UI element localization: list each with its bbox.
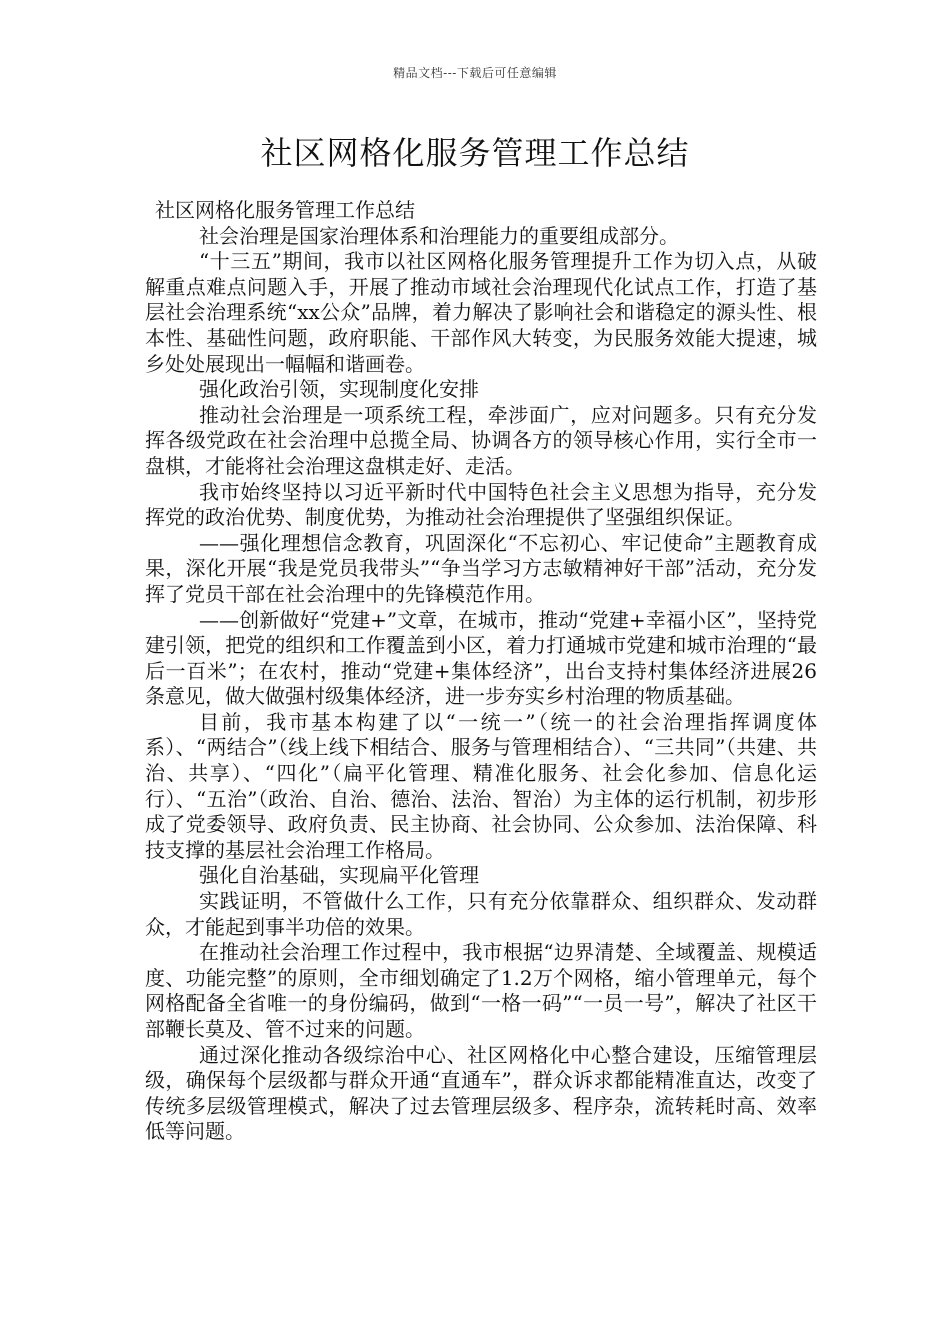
paragraph: 通过深化推动各级综治中心、社区网格化中心整合建设，压缩管理层级，确保每个层级都与群众开通“直通车”，群众诉求都能精准直达，改变了传统多层级管理模式，解决了过去管理层级多、程序杂，流转耗时高、效率低等问题。 bbox=[145, 1042, 817, 1144]
section-heading-autonomy: 强化自治基础，实现扁平化管理 bbox=[199, 863, 479, 888]
section-heading-political-guidance: 强化政治引领，实现制度化安排 bbox=[199, 377, 479, 402]
paragraph: ——创新做好“党建+”文章，在城市，推动“党建+幸福小区”，坚持党建引领，把党的组织和工作覆盖到小区，着力打通城市党建和城市治理的“最后一百米”；在农村，推动“党建+集体经济”，出台支持村集体经济进展26条意见，做大做强村级集体经济，进一步夯实乡村治理的物质基础。 bbox=[145, 607, 817, 709]
paragraph: ——强化理想信念教育，巩固深化“不忘初心、牢记使命”主题教育成果，深化开展“我是党员我带头”“争当学习方志敏精神好干部”活动，充分发挥了党员干部在社会治理中的先锋模范作用。 bbox=[145, 530, 817, 606]
paragraph-overview: “十三五”期间，我市以社区网格化服务管理提升工作为切入点，从破解重点难点问题入手，开展了推动市域社会治理现代化试点工作，打造了基层社会治理系统“xx公众”品牌，着力解决了影响社会和谐稳定的源头性、根本性、基础性问题，政府职能、干部作风大转变，为民服务效能大提速，城乡处处展现出一幅幅和谐画卷。 bbox=[145, 249, 817, 376]
document-title: 社区网格化服务管理工作总结 bbox=[260, 134, 690, 172]
paragraph: 实践证明，不管做什么工作，只有充分依靠群众、组织群众、发动群众，才能起到事半功倍的效果。 bbox=[145, 889, 817, 939]
paragraph-intro: 社会治理是国家治理体系和治理能力的重要组成部分。 bbox=[199, 223, 679, 248]
paragraph: 推动社会治理是一项系统工程，牵涉面广，应对问题多。只有充分发挥各级党政在社会治理中总揽全局、协调各方的领导核心作用，实行全市一盘棋，才能将社会治理这盘棋走好、走活。 bbox=[145, 402, 817, 478]
paragraph: 目前，我市基本构建了以“一统一”（统一的社会治理指挥调度体系）、“两结合”（线上线下相结合、服务与管理相结合）、“三共同”（共建、共治、共享）、“四化”（扁平化管理、精准化服务、社会化参加、信息化运行）、“五治”（政治、自治、德治、法治、智治）为主体的运行机制，初步形成了党委领导、政府负责、民主协商、社会协同、公众参加、法治保障、科技支撑的基层社会治理工作格局。 bbox=[145, 709, 817, 862]
document-subtitle: 社区网格化服务管理工作总结 bbox=[155, 198, 415, 222]
header-note: 精品文档---下载后可任意编辑 bbox=[393, 66, 557, 80]
paragraph: 在推动社会治理工作过程中，我市根据“边界清楚、全域覆盖、规模适度、功能完整”的原则，全市细划确定了1.2万个网格，缩小管理单元，每个网格配备全省唯一的身份编码，做到“一格一码”“一员一号”，解决了社区干部鞭长莫及、管不过来的问题。 bbox=[145, 940, 817, 1041]
paragraph: 我市始终坚持以习近平新时代中国特色社会主义思想为指导，充分发挥党的政治优势、制度优势，为推动社会治理提供了坚强组织保证。 bbox=[145, 479, 817, 530]
document-body bbox=[145, 198, 817, 1145]
